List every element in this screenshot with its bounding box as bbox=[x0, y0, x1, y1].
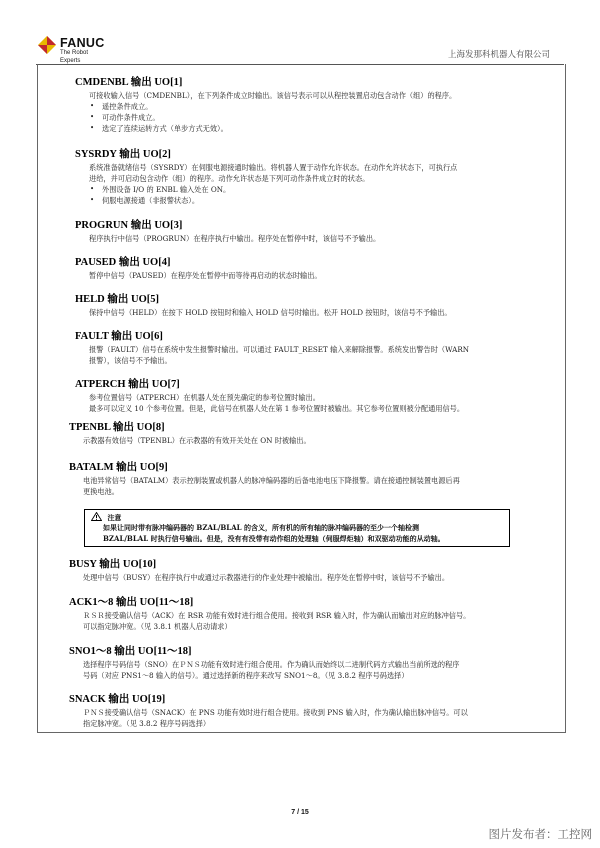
page-header bbox=[36, 34, 564, 65]
section-text-line: 选择程序号码信号（SNO）在ＰＮＳ功能有效时进行组合使用。作为确认而始终以二进制代码方式输出当前所选的程序 bbox=[83, 660, 460, 669]
signal-section bbox=[69, 645, 460, 681]
section-text-line: 程序执行中信号（PROGRUN）在程序执行中输出。程序处在暂停中时，该信号不予输出。 bbox=[89, 234, 381, 243]
section-body bbox=[75, 162, 457, 206]
section-text-line: 处理中信号（BUSY）在程序执行中或通过示教器进行的作业处理中被输出。程序处在暂停中时，该信号不予输出。 bbox=[83, 573, 450, 582]
section-title: ACK1～8 输出 UO[11～18] bbox=[69, 597, 194, 608]
section-title: CMDENBL 输出 UO[1] bbox=[75, 77, 183, 88]
section-body bbox=[69, 659, 460, 681]
section-body bbox=[75, 270, 322, 281]
signal-section bbox=[75, 293, 452, 318]
section-body bbox=[69, 610, 470, 632]
note-label: 注意 bbox=[107, 513, 122, 522]
signal-section bbox=[69, 693, 468, 729]
section-text-line: 报警），该信号不予输出。 bbox=[89, 356, 172, 365]
section-title: SNO1～8 输出 UO[11～18] bbox=[69, 646, 192, 657]
warning-triangle-icon bbox=[91, 512, 102, 521]
section-title: BUSY 输出 UO[10] bbox=[69, 559, 157, 570]
signal-section bbox=[75, 256, 322, 281]
signal-section bbox=[75, 378, 464, 414]
signal-section bbox=[75, 330, 469, 366]
section-text-line: 保持中信号（HELD）在按下 HOLD 按钮时和输入 HOLD 信号时输出。松开 HOLD 按钮时，该信号不予输出。 bbox=[89, 308, 452, 317]
section-title: FAULT 输出 UO[6] bbox=[75, 331, 163, 342]
caution-note bbox=[84, 509, 510, 547]
condition-item: • 遥控条件成立。 bbox=[89, 101, 456, 112]
note-line: BZAL/BLAL 时执行信号输出。但是，没有有没带有动作组的处理轴（伺服焊炬轴）和双驱动功能的从动轴。 bbox=[103, 533, 445, 543]
section-body bbox=[69, 572, 449, 583]
condition-list bbox=[89, 184, 457, 206]
condition-item: • 外围设备 I/O 的 ENBL 输入处在 ON。 bbox=[89, 184, 457, 195]
section-text-line: 号码（对应 PNS1～8 输入的信号）。通过选择新的程序来改写 SNO1～8。（见 3.8.2 程序号码选择） bbox=[83, 671, 409, 680]
section-title: PAUSED 输出 UO[4] bbox=[75, 257, 171, 268]
section-text-line: 报警（FAULT）信号在系统中发生报警时输出。可以通过 FAULT_RESET 输入来解除报警。系统发出警告时（WARN bbox=[89, 345, 470, 354]
company-name: 上海发那科机器人有限公司 bbox=[447, 50, 550, 60]
page-number: 7 / 15 bbox=[291, 809, 309, 816]
section-body bbox=[69, 707, 468, 729]
section-text-line: 可接收输入信号（CMDENBL），在下列条件成立时输出。该信号表示可以从程控装置启动包含动作（组）的程序。 bbox=[89, 91, 457, 100]
section-text-line: 参考位置信号（ATPERCH）在机器人处在预先确定的参考位置时输出。 bbox=[89, 393, 320, 402]
section-text-line: ＲＳＲ接受确认信号（ACK）在 RSR 功能有效时进行组合使用。接收到 RSR 输入时，作为确认而输出对应的脉冲信号。 bbox=[83, 611, 471, 620]
section-text-line: 可以指定脉冲宽。（见 3.8.1 机器人启动请求） bbox=[83, 622, 232, 631]
section-body bbox=[75, 392, 464, 414]
section-body bbox=[75, 344, 469, 366]
section-body bbox=[75, 90, 456, 134]
section-text-line: 系统准备就绪信号（SYSRDY）在伺服电源接通时输出。将机器人置于动作允许状态。在动作允许状态下，可执行点 bbox=[89, 163, 458, 172]
signal-section bbox=[75, 219, 380, 244]
signal-section bbox=[69, 558, 449, 583]
condition-item: • 伺服电源接通（非报警状态）。 bbox=[89, 195, 457, 206]
section-title: HELD 输出 UO[5] bbox=[75, 294, 159, 305]
note-body bbox=[103, 523, 445, 544]
note-header bbox=[91, 512, 121, 523]
section-title: TPENBL 输出 UO[8] bbox=[69, 422, 165, 433]
section-body bbox=[69, 435, 311, 446]
signal-section bbox=[75, 148, 457, 206]
logo-brand: FANUC bbox=[60, 36, 105, 50]
section-body bbox=[75, 233, 380, 244]
signal-section bbox=[69, 461, 460, 497]
section-title: SYSRDY 输出 UO[2] bbox=[75, 149, 171, 160]
section-text-line: 更换电池。 bbox=[83, 487, 119, 496]
section-text-line: 最多可以定义 10 个参考位置。但是，此信号在机器人处在第 1 参考位置时被输出。其它参考位置则被分配通用信号。 bbox=[89, 404, 465, 413]
condition-item: • 可动作条件成立。 bbox=[89, 112, 456, 123]
section-title: BATALM 输出 UO[9] bbox=[69, 462, 168, 473]
publisher-watermark: 图片发布者：工控网 bbox=[488, 827, 592, 841]
signal-section bbox=[75, 76, 456, 134]
condition-list bbox=[89, 101, 456, 134]
section-text-line: 电池异常信号（BATALM）表示控制装置或机器人的脉冲编码器的后备电池电压下降报警。请在接通控制装置电源后再 bbox=[83, 476, 460, 485]
fanuc-logo-icon bbox=[36, 34, 58, 56]
section-text-line: ＰＮＳ接受确认信号（SNACK）在 PNS 功能有效时进行组合使用。接收到 PNS 输入时，作为确认输出脉冲信号。可以 bbox=[83, 708, 468, 717]
section-body bbox=[75, 307, 452, 318]
section-text-line: 暂停中信号（PAUSED）在程序处在暂停中而等待再启动的状态时输出。 bbox=[89, 271, 322, 280]
signal-section bbox=[69, 596, 470, 632]
section-title: PROGRUN 输出 UO[3] bbox=[75, 220, 183, 231]
section-body bbox=[69, 475, 460, 497]
note-line: 如果让同时带有脉冲编码器的 BZAL/BLAL 的含义，所有机的所有轴的脉冲编码器的至少一个轴检测 bbox=[103, 523, 420, 532]
signal-section bbox=[69, 421, 311, 446]
section-title: SNACK 输出 UO[19] bbox=[69, 694, 166, 705]
condition-item: • 选定了连续运转方式（单步方式无效）。 bbox=[89, 123, 456, 134]
section-text-line: 进给，并可启动包含动作（组）的程序。动作允许状态是下列可动作条件成立时的状态。 bbox=[89, 174, 370, 183]
section-title: ATPERCH 输出 UO[7] bbox=[75, 379, 180, 390]
logo-tagline: The Robot Experts bbox=[60, 50, 89, 64]
section-text-line: 指定脉冲宽。（见 3.8.2 程序号码选择） bbox=[83, 719, 211, 728]
section-text-line: 示教器有效信号（TPENBL）在示教器的有效开关处在 ON 时被输出。 bbox=[83, 436, 311, 445]
